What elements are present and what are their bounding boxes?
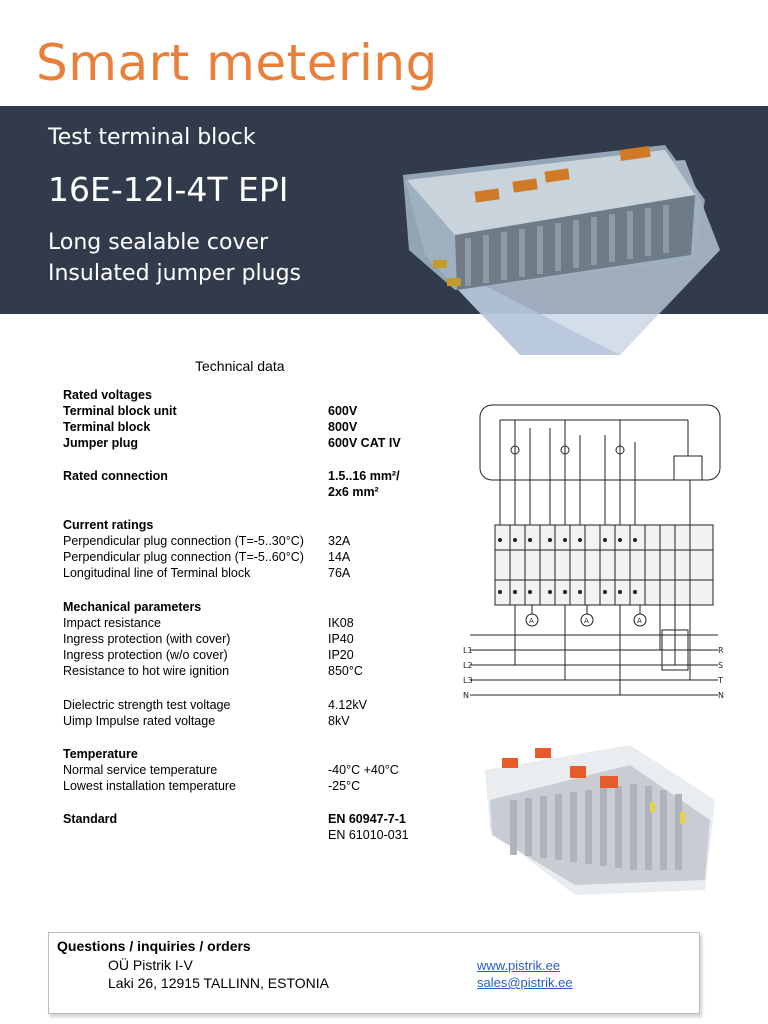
spec-row [63,697,463,713]
phase-label-left: L2 [463,661,473,670]
spec-value: 8kV [328,714,350,728]
spec-label: Longitudinal line of Terminal block [63,566,251,580]
spec-row [63,762,463,778]
contact-footer [48,932,700,1014]
spec-value: 600V CAT IV [328,436,401,450]
spec-row [63,599,463,615]
spec-label: Terminal block [63,420,151,434]
spec-value: 2x6 mm² [328,485,379,499]
ammeter-label: A [584,617,589,625]
wiring-schematic [460,400,730,710]
spec-label: Jumper plug [63,436,139,450]
phase-label-left: L3 [463,676,473,685]
spec-row [63,484,463,500]
product-photo [480,740,720,900]
spec-value: EN 61010-031 [328,828,409,842]
phase-label-right: N [718,691,724,700]
technical-data-title: Technical data [195,358,285,374]
website-link[interactable]: www.pistrik.ee [477,958,561,973]
phase-label-left: L1 [463,646,473,655]
page-title: Smart metering [36,34,438,92]
email-link[interactable]: sales@pistrik.ee [477,975,573,990]
ammeter-label: A [529,617,534,625]
spec-row [63,549,463,565]
spec-value: IK08 [328,616,354,630]
spec-label: Resistance to hot wire ignition [63,664,230,678]
phase-label-right: T [718,676,723,685]
spec-value: 600V [328,404,358,418]
feature-1: Long sealable cover [48,230,269,255]
spec-row [63,631,463,647]
spec-row [63,517,463,533]
spec-row [63,419,463,435]
spec-row [63,565,463,581]
feature-2: Insulated jumper plugs [48,261,302,286]
footer-title: Questions / inquiries / orders [57,938,251,954]
spec-row [63,778,463,794]
phase-label-right: R [718,646,724,655]
spec-value: 1.5..16 mm²/ [328,469,400,483]
spec-row [63,468,463,484]
phase-label-left: N [463,691,469,700]
spec-label: Ingress protection (with cover) [63,632,231,646]
spec-label: Perpendicular plug connection (T=-5..60°C) [63,550,304,564]
spec-row [63,615,463,631]
spec-label: Current ratings [63,518,154,532]
spec-value: EN 60947-7-1 [328,812,406,826]
spec-label: Rated voltages [63,388,152,402]
spec-label: Dielectric strength test voltage [63,698,231,712]
spec-row [63,533,463,549]
phase-label-right: S [718,661,724,670]
spec-value: -25°C [328,779,361,793]
spec-label: Rated connection [63,469,168,483]
product-model: 16E-12I-4T EPI [48,170,289,209]
spec-row [63,827,463,843]
spec-value: IP20 [328,648,354,662]
spec-label: Normal service temperature [63,763,218,777]
spec-value: 800V [328,420,358,434]
spec-value: 4.12kV [328,698,367,712]
spec-row [63,647,463,663]
spec-label: Temperature [63,747,138,761]
spec-row [63,811,463,827]
spec-label: Lowest installation temperature [63,779,237,793]
spec-label: Mechanical parameters [63,600,202,614]
spec-label: Perpendicular plug connection (T=-5..30°C) [63,534,304,548]
spec-row [63,403,463,419]
spec-row [63,746,463,762]
spec-label: Terminal block unit [63,404,177,418]
spec-value: 76A [328,566,351,580]
spec-label: Uimp Impulse rated voltage [63,714,216,728]
spec-value: -40°C +40°C [328,763,399,777]
spec-label: Standard [63,812,118,826]
spec-value: 850°C [328,664,363,678]
company-name: OÜ Pistrik I-V [108,957,193,973]
spec-value: 32A [328,534,351,548]
spec-value: 14A [328,550,351,564]
spec-row [63,663,463,679]
spec-row [63,713,463,729]
product-image [395,140,725,365]
spec-row [63,387,463,403]
spec-label: Ingress protection (w/o cover) [63,648,228,662]
spec-label: Impact resistance [63,616,161,630]
spec-row [63,435,463,451]
spec-value: IP40 [328,632,354,646]
company-address: Laki 26, 12915 TALLINN, ESTONIA [108,975,330,991]
product-subtitle: Test terminal block [48,125,256,150]
ammeter-label: A [637,617,642,625]
